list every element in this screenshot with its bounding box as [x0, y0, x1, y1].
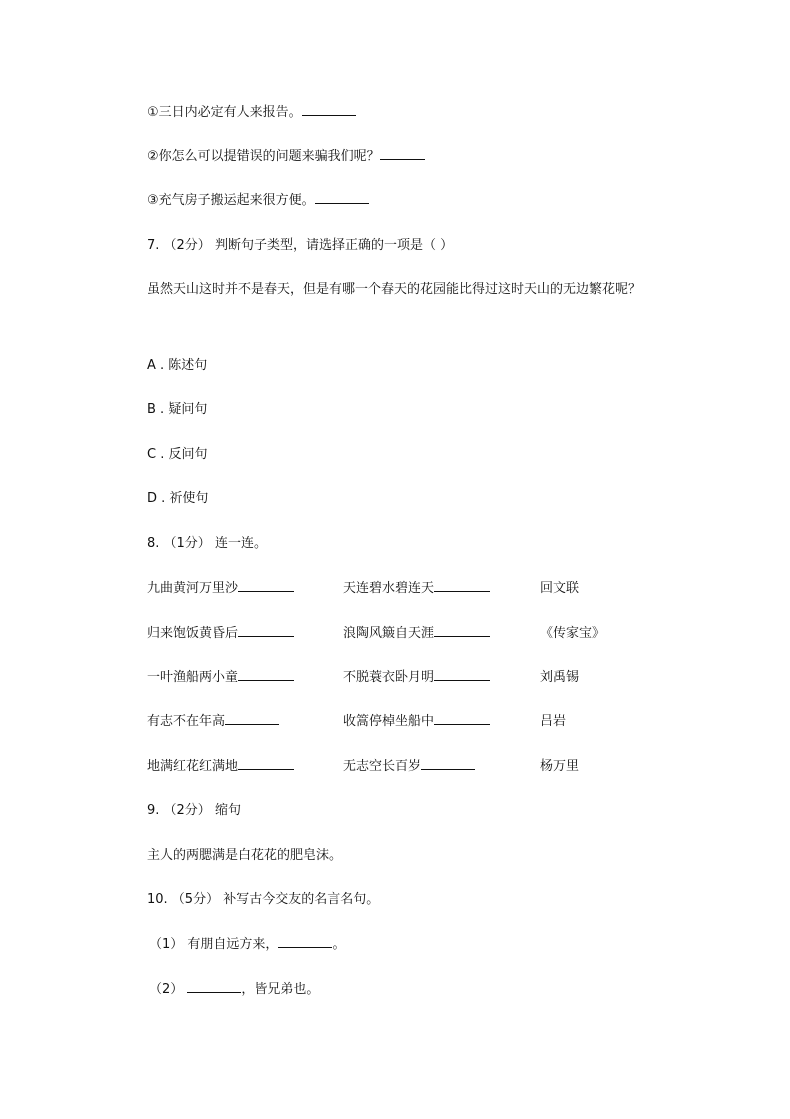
- q8-row2-right: 《传家宝》: [540, 626, 606, 641]
- q7-option-b[interactable]: B . 疑问句: [147, 402, 208, 417]
- q6-item-2: [147, 147, 425, 167]
- q7-option-d[interactable]: D . 祈使句: [147, 491, 209, 506]
- q8-row1-middle: [343, 579, 490, 599]
- q7-header: 7. （2分） 判断句子类型，请选择正确的一项是（ ）: [147, 238, 454, 253]
- q8-row4-right: 吕岩: [540, 714, 567, 729]
- q10-item-2-text: ，皆兄弟也。: [241, 982, 320, 997]
- answer-blank[interactable]: [434, 712, 490, 725]
- q8-row5-right: 杨万里: [540, 759, 580, 774]
- q8-row2-middle-text: 浪陶风簸自天涯: [343, 626, 435, 641]
- answer-blank[interactable]: [238, 668, 294, 681]
- q10-item-1-end: 。: [332, 937, 346, 952]
- q8-row3-middle: [343, 668, 490, 688]
- q6-item-3: [147, 191, 369, 211]
- q10-item-1: [149, 935, 345, 955]
- q10-item-1-text: 有朋自远方来，: [187, 937, 279, 952]
- q8-row3-middle-text: 不脱蓑衣卧月明: [343, 670, 435, 685]
- q8-header: 8. （1分） 连一连。: [147, 536, 267, 551]
- q6-item-1: [147, 103, 356, 123]
- q8-row3-left: [147, 668, 294, 688]
- answer-blank[interactable]: [380, 147, 425, 160]
- q9-sentence: 主人的两腮满是白花花的肥皂沫。: [147, 848, 343, 863]
- answer-blank[interactable]: [278, 935, 332, 948]
- q8-row5-middle: [343, 757, 475, 777]
- q10-item-2-num: （2）: [149, 982, 184, 997]
- q8-row1-middle-text: 天连碧水碧连天: [343, 581, 435, 596]
- answer-blank[interactable]: [434, 579, 490, 592]
- q8-row4-middle-text: 收篙停棹坐船中: [343, 714, 435, 729]
- answer-blank[interactable]: [225, 712, 279, 725]
- q8-row1-left: [147, 579, 294, 599]
- answer-blank[interactable]: [315, 191, 369, 204]
- answer-blank[interactable]: [434, 668, 490, 681]
- q8-row4-left-text: 有志不在年高: [147, 714, 226, 729]
- q7-sentence: 虽然天山这时并不是春天，但是有哪一个春天的花园能比得过这时天山的无边繁花呢？: [147, 282, 642, 297]
- q8-row4-left: [147, 712, 279, 732]
- q7-option-c[interactable]: C . 反问句: [147, 447, 208, 462]
- q10-item-2: [149, 980, 319, 1000]
- q6-item-1-text: ①三日内必定有人来报告。: [147, 105, 302, 120]
- q10-header: 10. （5分） 补写古今交友的名言名句。: [147, 892, 380, 907]
- q8-row2-left-text: 归来饱饭黄昏后: [147, 626, 239, 641]
- q8-row5-left: [147, 757, 294, 777]
- answer-blank[interactable]: [238, 624, 294, 637]
- q6-item-2-text: ②你怎么可以提错误的问题来骗我们呢？: [147, 149, 380, 164]
- q8-row3-right: 刘禹锡: [540, 670, 580, 685]
- q8-row1-right: 回文联: [540, 581, 580, 596]
- q8-row2-middle: [343, 624, 490, 644]
- answer-blank[interactable]: [421, 757, 475, 770]
- answer-blank[interactable]: [238, 757, 294, 770]
- q6-item-3-text: ③充气房子搬运起来很方便。: [147, 193, 315, 208]
- q8-row3-left-text: 一叶渔船两小童: [147, 670, 239, 685]
- q8-row1-left-text: 九曲黄河万里沙: [147, 581, 239, 596]
- q8-row4-middle: [343, 712, 490, 732]
- answer-blank[interactable]: [434, 624, 490, 637]
- q8-row5-left-text: 地满红花红满地: [147, 759, 239, 774]
- q8-row2-left: [147, 624, 294, 644]
- q10-item-1-num: （1）: [149, 937, 184, 952]
- answer-blank[interactable]: [187, 980, 241, 993]
- answer-blank[interactable]: [302, 103, 356, 116]
- q8-row5-middle-text: 无志空长百岁: [343, 759, 422, 774]
- q9-header: 9. （2分） 缩句: [147, 803, 241, 818]
- answer-blank[interactable]: [238, 579, 294, 592]
- q7-option-a[interactable]: A . 陈述句: [147, 358, 208, 373]
